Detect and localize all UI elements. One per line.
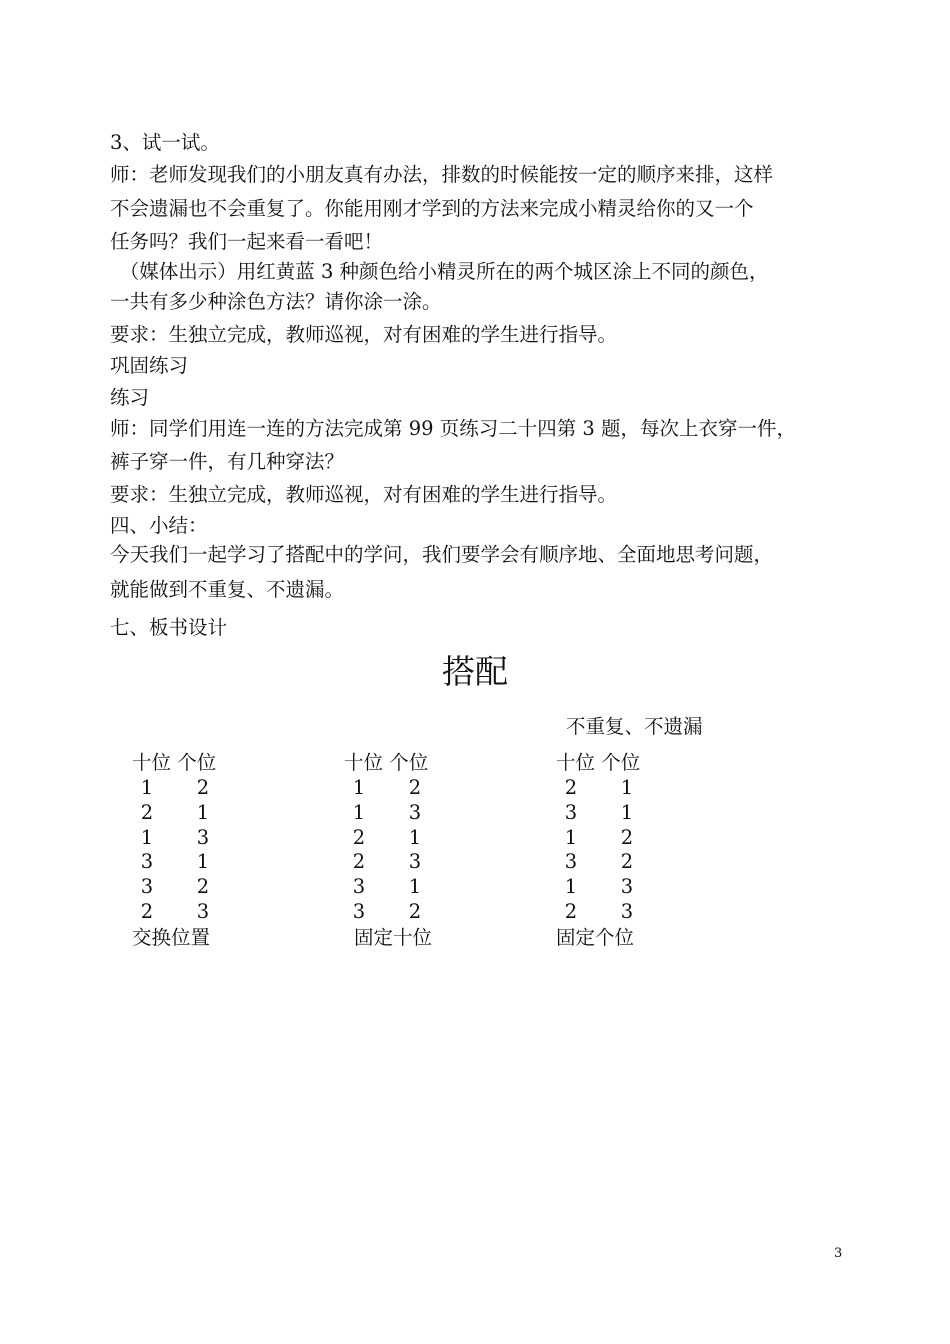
- number-row: 1 3: [352, 800, 422, 824]
- column-header: 十位 个位: [344, 751, 429, 774]
- column-footer: 交换位置: [132, 925, 211, 949]
- number-row: 1 3: [564, 875, 634, 899]
- number-row: 1 3: [140, 825, 210, 849]
- paragraph-line: 就能做到不重复、不遗漏。: [110, 578, 345, 601]
- paragraph-line: 师：同学们用连一连的方法完成第 99 页练习二十四第 3 题，每次上衣穿一件，: [110, 417, 797, 440]
- number-row: 1 2: [140, 776, 210, 799]
- board-column-fix-tens: [344, 750, 432, 951]
- number-row: 2 1: [352, 825, 422, 849]
- section-heading-practice: 练习: [110, 386, 150, 409]
- number-row: 2 1: [140, 800, 210, 824]
- number-row: 2 3: [564, 899, 634, 923]
- requirement-line: 要求：生独立完成，教师巡视，对有困难的学生进行指导。: [110, 483, 618, 506]
- section-heading-summary: 四、小结：: [110, 514, 208, 537]
- number-row: 3 1: [352, 875, 422, 899]
- paragraph-line: 不会遗漏也不会重复了。你能用刚才学到的方法来完成小精灵给你的又一个: [110, 197, 754, 220]
- section-heading-try: 3、试一试。: [110, 131, 220, 154]
- number-row: 3 1: [140, 850, 210, 874]
- section-heading-consolidate: 巩固练习: [110, 354, 189, 377]
- paragraph-line: 任务吗？我们一起来看一看吧！: [110, 230, 384, 253]
- page-number: 3: [834, 1246, 843, 1261]
- requirement-line: 要求：生独立完成，教师巡视，对有困难的学生进行指导。: [110, 323, 618, 346]
- number-row: 2 3: [352, 850, 422, 874]
- column-header: 十位 个位: [556, 751, 641, 774]
- number-row: 3 2: [564, 850, 634, 874]
- number-row: 3 2: [140, 875, 210, 899]
- column-footer: 固定个位: [556, 925, 635, 949]
- number-row: 2 3: [140, 899, 210, 923]
- number-row: 3 1: [564, 800, 634, 824]
- column-footer: 固定十位: [354, 925, 433, 949]
- paragraph-line: 师：老师发现我们的小朋友真有办法，排数的时候能按一定的顺序来排，这样: [110, 163, 774, 186]
- number-row: 1 2: [564, 825, 634, 849]
- number-row: 1 2: [352, 776, 422, 799]
- board-title: 搭配: [442, 652, 508, 691]
- board-subtitle: 不重复、不遗漏: [566, 715, 703, 738]
- paragraph-line: 裤子穿一件，有几种穿法？: [110, 450, 345, 473]
- board-column-swap: [132, 750, 218, 951]
- paragraph-line: 今天我们一起学习了搭配中的学问，我们要学会有顺序地、全面地思考问题，: [110, 543, 774, 566]
- paragraph-line: 一共有多少种涂色方法？请你涂一涂。: [110, 290, 442, 313]
- board-column-fix-ones: [556, 750, 642, 951]
- number-row: 2 1: [564, 776, 634, 799]
- paragraph-line: （媒体出示）用红黄蓝 3 种颜色给小精灵所在的两个城区涂上不同的颜色，: [110, 260, 769, 283]
- number-row: 3 2: [352, 899, 422, 923]
- column-header: 十位 个位: [132, 751, 217, 774]
- section-heading-board: 七、板书设计: [110, 616, 228, 639]
